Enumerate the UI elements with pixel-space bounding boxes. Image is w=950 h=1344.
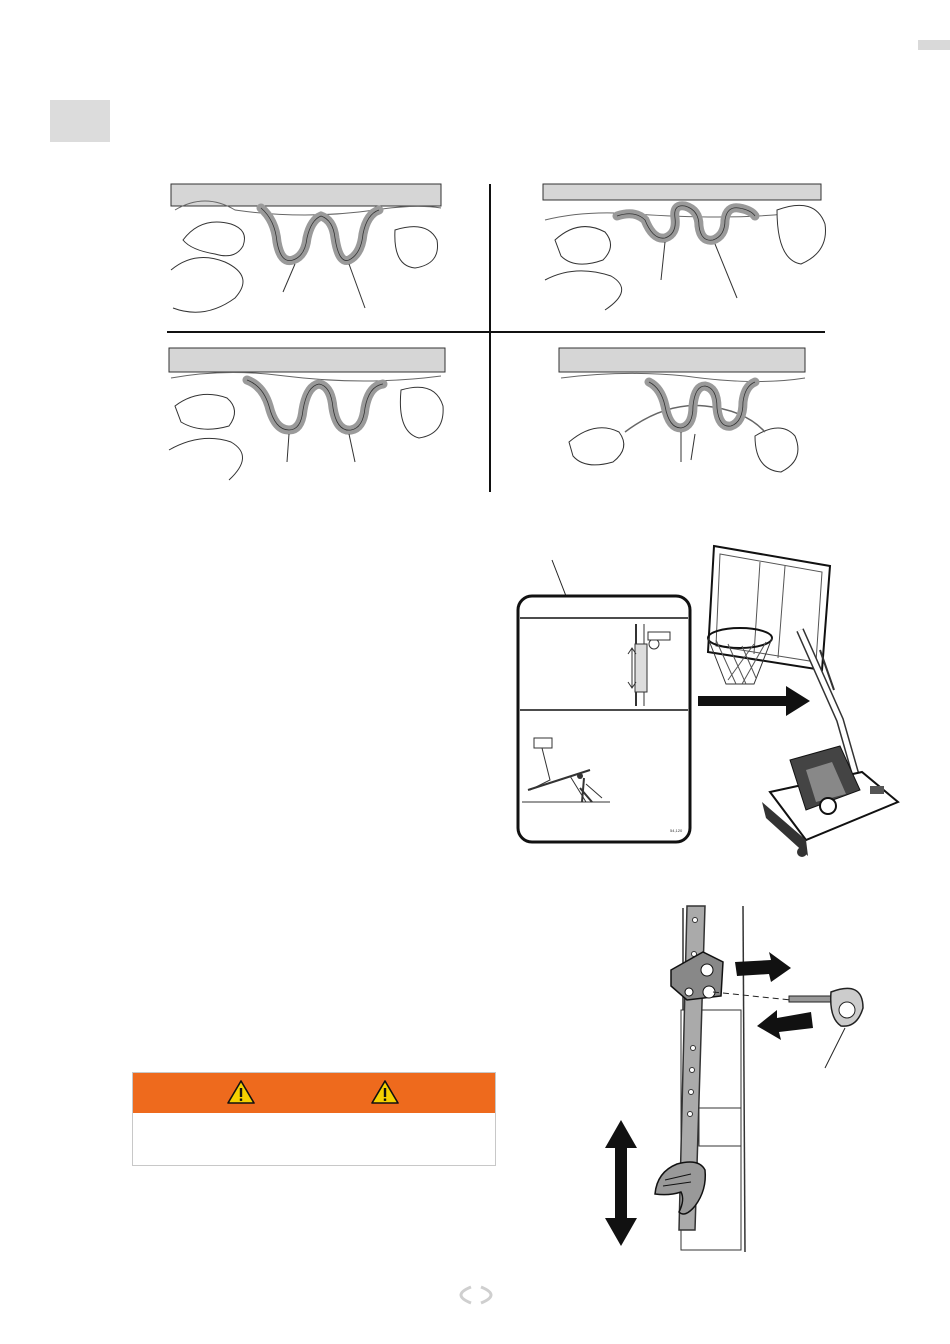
warning-label-sticker [518, 596, 690, 842]
pole-height-adjust-figure [595, 900, 885, 1255]
net-attachment-figure [165, 180, 830, 492]
net-panel-1 [171, 184, 441, 312]
chevron-right-icon [481, 1287, 491, 1303]
step-number-box [50, 100, 110, 142]
net-panel-3 [169, 348, 445, 480]
warning-body [133, 1113, 495, 1165]
net-panel-2 [543, 184, 826, 310]
arrow-left-icon [757, 1010, 813, 1040]
sticker-code: 54,120 [670, 828, 683, 833]
warning-triangle-icon [227, 1079, 255, 1105]
page-number-ornament [445, 1284, 507, 1306]
chevron-left-icon [461, 1287, 471, 1303]
warning-header [133, 1073, 495, 1113]
double-arrow-vertical-icon [605, 1120, 637, 1246]
label-leader-line [552, 560, 566, 596]
warning-box [132, 1072, 496, 1166]
pin-dashed-line [713, 992, 791, 1000]
height-bracket [671, 952, 723, 1000]
pin-leader-line [825, 1028, 845, 1068]
arrow-right-icon [698, 686, 810, 716]
net-panel-4 [559, 348, 805, 472]
warning-label-figure [510, 540, 910, 860]
pole-illustration [655, 906, 745, 1252]
warning-triangle-icon [371, 1079, 399, 1105]
page-edge-tab [918, 40, 950, 50]
